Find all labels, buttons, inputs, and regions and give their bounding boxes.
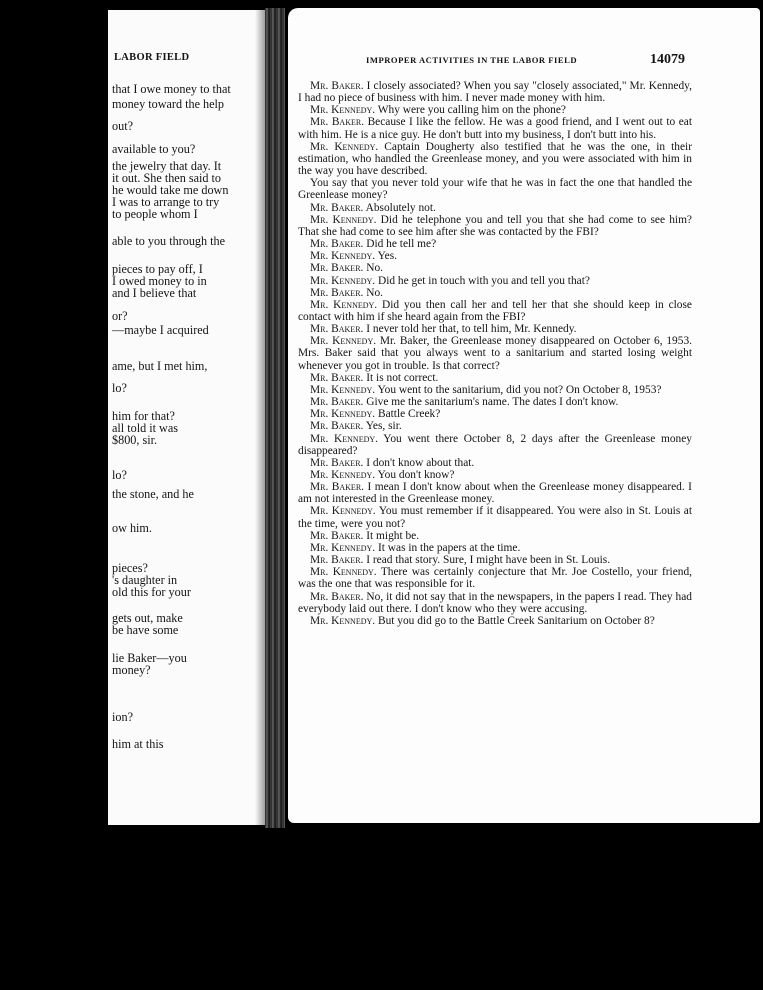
- speaker-name: Mr. Baker.: [310, 323, 364, 336]
- speech-text: Because I like the fellow. He was a good friend, and I went out to eat with him. He is a nice guy. He don't butt into my business, I don't butt into his.: [298, 116, 692, 141]
- transcript-paragraph: [298, 287, 692, 299]
- transcript-paragraph: [298, 566, 692, 590]
- speaker-name: Mr. Baker.: [310, 481, 364, 494]
- speech-text: Yes, sir.: [365, 420, 402, 433]
- transcript-paragraph: [298, 408, 692, 420]
- speech-text: Yes.: [377, 250, 397, 263]
- speech-text: Did he telephone you and tell you that she had come to see him? That she had come to see him after she was contacted by the FBI?: [298, 213, 692, 238]
- speaker-name: Mr. Baker.: [310, 420, 364, 433]
- transcript-paragraph: [298, 433, 692, 457]
- left-fragment-line: it out. She then said to: [112, 171, 222, 185]
- speaker-name: Mr. Baker.: [310, 554, 364, 567]
- speech-text: I closely associated? When you say "closely associated," Mr. Kennedy, I had no piece of business with him. I never made money with him.: [298, 80, 692, 105]
- speaker-name: Mr. Baker.: [310, 238, 364, 251]
- speaker-name: Mr. Baker.: [310, 116, 365, 129]
- book-spine: [265, 8, 285, 828]
- left-fragment-line: pieces to pay off, I: [112, 262, 203, 276]
- left-fragment-line: old this for your: [112, 585, 191, 599]
- left-fragment-line: or?: [112, 309, 128, 323]
- speech-text: It is not correct.: [366, 371, 439, 384]
- speaker-name: Mr. Kennedy.: [310, 541, 376, 554]
- transcript-body: [298, 80, 692, 627]
- speech-text: You went there October 8, 2 days after the Greenlease money disappeared?: [298, 432, 692, 457]
- speaker-name: Mr. Kennedy.: [310, 614, 376, 627]
- left-fragment-line: and I believe that: [112, 286, 197, 300]
- left-fragment-line: —maybe I acquired: [112, 323, 209, 337]
- transcript-paragraph: [298, 299, 692, 323]
- speaker-name: Mr. Kennedy.: [310, 250, 376, 263]
- speaker-name: Mr. Baker.: [310, 80, 364, 92]
- page-number: 14079: [650, 52, 685, 67]
- speaker-name: Mr. Kennedy.: [310, 213, 377, 226]
- transcript-paragraph: [298, 505, 692, 529]
- speaker-name: Mr. Baker.: [310, 396, 364, 409]
- speaker-name: Mr. Kennedy.: [310, 383, 376, 396]
- speech-text: I don't know about that.: [366, 456, 475, 469]
- speech-text: Why were you calling him on the phone?: [377, 104, 566, 117]
- speech-text: You went to the sanitarium, did you not? On October 8, 1953?: [377, 383, 662, 396]
- left-fragment-line: I was to arrange to try: [112, 195, 220, 209]
- transcript-paragraph: [298, 80, 692, 104]
- left-running-head: LABOR FIELD: [114, 52, 190, 63]
- transcript-paragraph: [298, 591, 692, 615]
- left-fragment-line: lo?: [112, 468, 127, 482]
- speaker-name: Mr. Baker.: [310, 590, 364, 603]
- right-page: [288, 8, 760, 823]
- transcript-paragraph: [298, 420, 692, 432]
- left-fragment-line: money toward the help: [112, 97, 225, 111]
- running-head: IMPROPER ACTIVITIES IN THE LABOR FIELD: [366, 55, 578, 65]
- speaker-name: Mr. Baker.: [310, 456, 364, 469]
- speech-text: But you did go to the Battle Creek Sanitarium on October 8?: [377, 614, 655, 627]
- speech-text: You don't know?: [377, 469, 455, 481]
- speaker-name: Mr. Baker.: [310, 371, 364, 384]
- speaker-name: Mr. Kennedy.: [310, 298, 378, 311]
- transcript-paragraph: [298, 469, 692, 481]
- left-fragment-line: the stone, and he: [112, 487, 194, 501]
- speaker-name: Mr. Kennedy.: [310, 432, 378, 445]
- transcript-paragraph: [298, 323, 692, 335]
- left-fragment-line: lie Baker—you: [112, 651, 187, 665]
- left-fragment-line: available to you?: [112, 142, 196, 156]
- transcript-paragraph: [298, 396, 692, 408]
- transcript-paragraph: [298, 116, 692, 140]
- speech-text: I read that story. Sure, I might have been in St. Louis.: [366, 554, 611, 567]
- speaker-name: Mr. Kennedy.: [310, 408, 376, 421]
- speaker-name: Mr. Kennedy.: [310, 274, 376, 287]
- speech-text: I never told her that, to tell him, Mr. Kennedy.: [366, 323, 577, 336]
- left-fragment-line: him at this: [112, 737, 164, 751]
- speech-text: Battle Creek?: [377, 408, 441, 421]
- transcript-paragraph: [298, 542, 692, 554]
- transcript-paragraph: [298, 104, 692, 116]
- left-fragment-line: be have some: [112, 623, 179, 637]
- transcript-paragraph: [298, 481, 692, 505]
- transcript-paragraph: [298, 275, 692, 287]
- speaker-name: Mr. Baker.: [310, 286, 364, 299]
- speech-text: It might be.: [366, 529, 420, 542]
- transcript-paragraph: [298, 177, 692, 201]
- speech-text: There was certainly conjecture that Mr. Joe Costello, your friend, was the one that was responsible for it.: [298, 566, 692, 591]
- speaker-name: Mr. Kennedy.: [310, 335, 377, 348]
- transcript-paragraph: [298, 335, 692, 371]
- left-fragment-line: ion?: [112, 710, 133, 724]
- left-fragment-line: the jewelry that day. It: [112, 159, 222, 173]
- left-fragment-line: ame, but I met him,: [112, 359, 208, 373]
- speech-text: No, it did not say that in the newspapers, in the papers I read. They had everybody laid out there. I don't know who they were accusing.: [298, 590, 692, 615]
- speech-text: Did he tell me?: [366, 238, 437, 251]
- speaker-name: Mr. Kennedy.: [310, 566, 377, 579]
- transcript-paragraph: [298, 615, 692, 627]
- left-fragment-line: him for that?: [112, 409, 175, 423]
- transcript-paragraph: [298, 457, 692, 469]
- left-fragment-line: I owed money to in: [112, 274, 207, 288]
- left-fragment-line: able to you through the: [112, 234, 226, 248]
- left-fragment-line: to people whom I: [112, 207, 198, 221]
- speaker-name: Mr. Kennedy.: [310, 505, 376, 518]
- transcript-paragraph: [298, 202, 692, 214]
- speaker-name: Mr. Baker.: [310, 201, 364, 214]
- speech-text: Did you then call her and tell her that she should keep in close contact with him if she heard again from the FBI?: [298, 298, 692, 323]
- transcript-paragraph: [298, 214, 692, 238]
- transcript-paragraph: [298, 554, 692, 566]
- speech-text: You say that you never told your wife that he was in fact the one that handled the Greenlease money?: [298, 177, 692, 202]
- left-fragment-line: gets out, make: [112, 611, 183, 625]
- transcript-paragraph: [298, 384, 692, 396]
- transcript-paragraph: [298, 262, 692, 274]
- left-fragment-line: lo?: [112, 381, 127, 395]
- transcript-paragraph: [298, 238, 692, 250]
- transcript-paragraph: [298, 530, 692, 542]
- speech-text: Absolutely not.: [365, 201, 436, 214]
- left-page: [108, 10, 268, 825]
- speech-text: No.: [366, 262, 384, 275]
- speech-text: No.: [366, 286, 384, 299]
- speech-text: Mr. Baker, the Greenlease money disappeared on October 6, 1953. Mrs. Baker said that you always went to a sanitarium and started losing weight whenever you got in trouble. Is that correct?: [298, 335, 692, 372]
- speech-text: Give me the sanitarium's name. The dates I don't know.: [366, 396, 619, 409]
- left-fragment-line: out?: [112, 119, 133, 133]
- speech-text: Did he get in touch with you and tell you that?: [377, 274, 590, 287]
- left-fragment-line: pieces?: [112, 561, 148, 575]
- left-fragment-line: money?: [112, 663, 151, 677]
- speech-text: I mean I don't know about when the Greenlease money disappeared. I am not interested in the Greenlease money.: [298, 481, 692, 506]
- left-fragment-line: 's daughter in: [112, 573, 178, 587]
- transcript-paragraph: [298, 141, 692, 177]
- left-fragment-line: ow him.: [112, 521, 152, 535]
- left-fragment-line: $800, sir.: [112, 433, 158, 447]
- speech-text: You must remember if it disappeared. You were also in St. Louis at the time, were you not?: [298, 505, 692, 530]
- speaker-name: Mr. Kennedy.: [310, 104, 376, 117]
- speaker-name: Mr. Kennedy.: [310, 140, 379, 153]
- transcript-paragraph: [298, 372, 692, 384]
- speaker-name: Mr. Kennedy.: [310, 469, 376, 481]
- left-fragment-line: he would take me down: [112, 183, 229, 197]
- left-fragment-line: that I owe money to that: [112, 82, 231, 96]
- transcript-paragraph: [298, 250, 692, 262]
- speaker-name: Mr. Baker.: [310, 262, 364, 275]
- speech-text: It was in the papers at the time.: [377, 541, 521, 554]
- speech-text: Captain Dougherty also testified that he was the one, in their estimation, who handled the Greenlease money, and you were associated with him in the way you have described.: [298, 140, 692, 178]
- speaker-name: Mr. Baker.: [310, 529, 364, 542]
- left-fragment-line: all told it was: [112, 421, 179, 435]
